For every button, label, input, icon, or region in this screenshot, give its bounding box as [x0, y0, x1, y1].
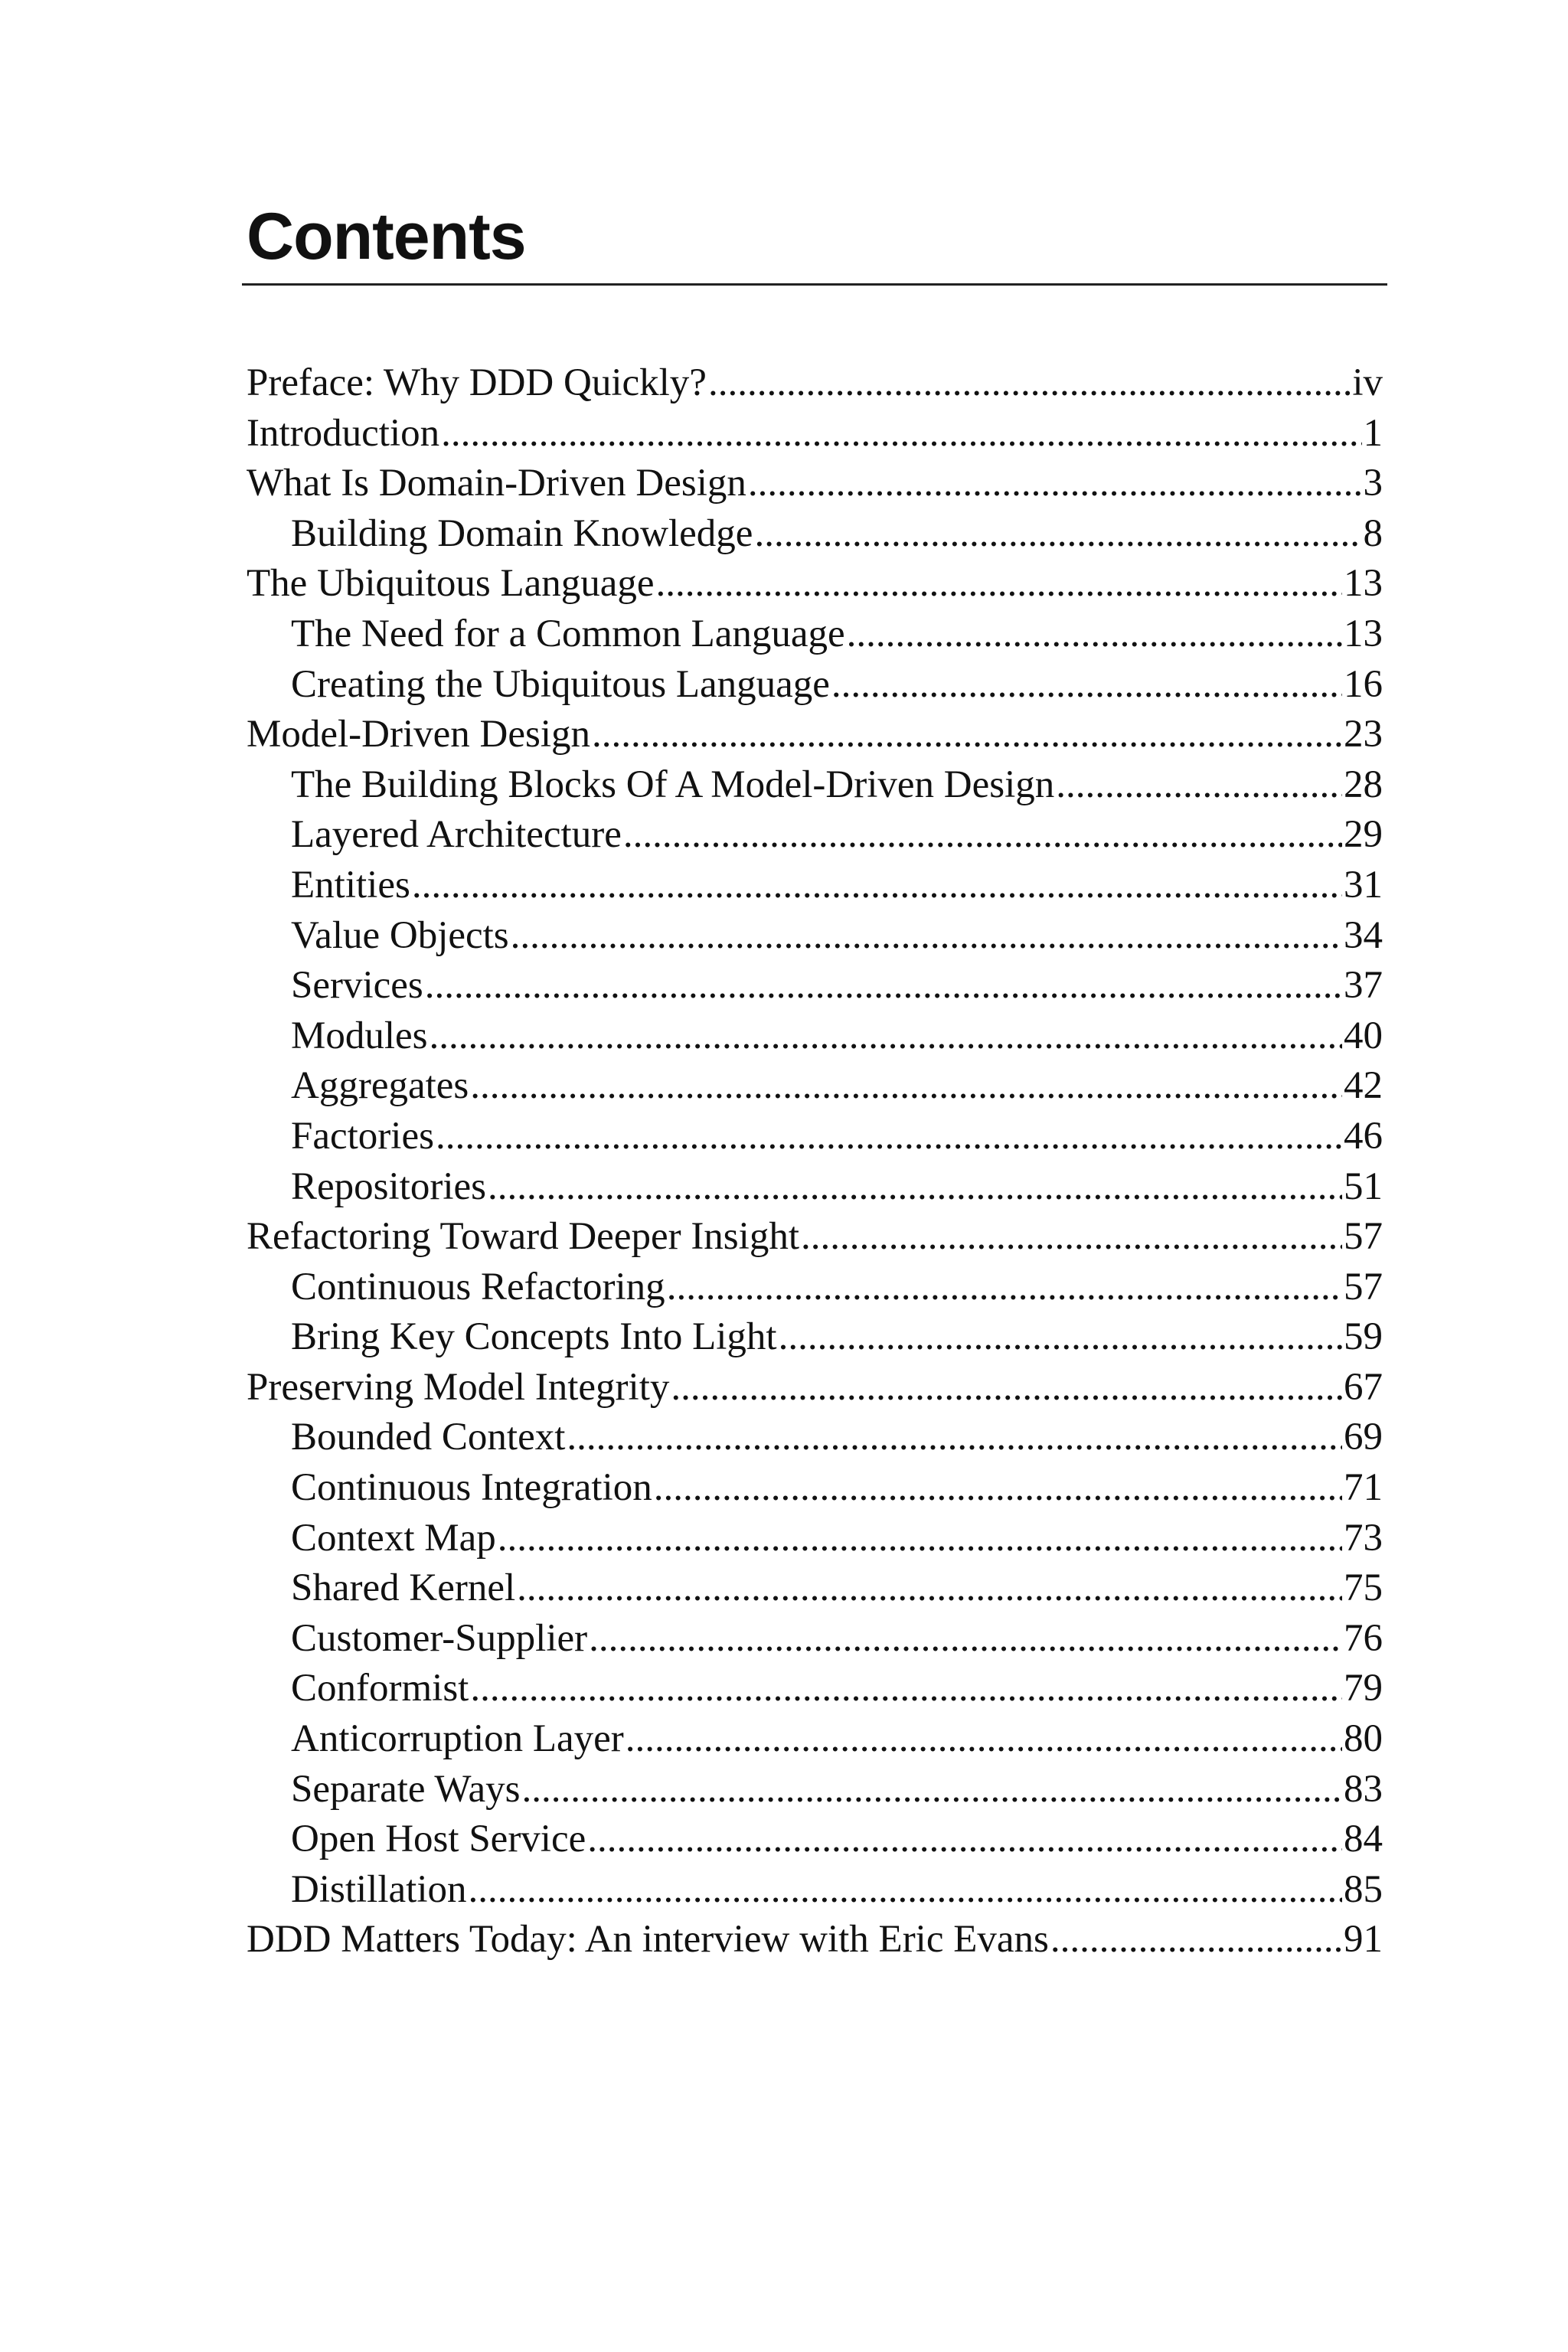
- toc-entry-page: 51: [1344, 1165, 1383, 1208]
- dot-leader: [623, 810, 1342, 861]
- toc-entry-title: The Need for a Common Language: [291, 612, 845, 655]
- dot-leader: [425, 961, 1342, 1011]
- toc-entry-page: 67: [1344, 1365, 1383, 1409]
- dot-leader: [801, 1212, 1342, 1263]
- toc-entry-title: Bounded Context: [291, 1416, 566, 1459]
- dot-leader: [587, 1815, 1342, 1865]
- dot-leader: [779, 1312, 1342, 1363]
- toc-entry[interactable]: [247, 459, 1383, 509]
- toc-entry[interactable]: [247, 1815, 1383, 1865]
- dot-leader: [656, 559, 1342, 609]
- toc-entry-page: 40: [1344, 1014, 1383, 1057]
- toc-entry-title: DDD Matters Today: An interview with Eric Evans: [247, 1918, 1049, 1962]
- toc-entry[interactable]: [247, 1312, 1383, 1363]
- toc-entry-title: Open Host Service: [291, 1818, 586, 1861]
- dot-leader: [748, 459, 1362, 509]
- toc-entry-title: Shared Kernel: [291, 1566, 516, 1610]
- toc-entry-page: 13: [1344, 562, 1383, 606]
- toc-entry[interactable]: [247, 810, 1383, 861]
- toc-entry-page: 42: [1344, 1064, 1383, 1108]
- dot-leader: [1050, 1915, 1342, 1965]
- toc-entry-title: Continuous Refactoring: [291, 1265, 665, 1308]
- dot-leader: [498, 1514, 1342, 1564]
- toc-entry-title: Value Objects: [291, 913, 509, 957]
- toc-entry-page: 3: [1363, 462, 1383, 505]
- toc-entry-title: The Building Blocks Of A Model-Driven Design: [291, 763, 1055, 806]
- toc-entry-title: Customer-Supplier: [291, 1616, 588, 1660]
- toc-entry-page: 83: [1344, 1767, 1383, 1811]
- toc-entry-page: 37: [1344, 964, 1383, 1008]
- toc-entry[interactable]: [247, 710, 1383, 760]
- toc-entry-page: 1: [1363, 411, 1383, 455]
- toc-entry-title: Factories: [291, 1114, 434, 1158]
- dot-leader: [754, 509, 1361, 560]
- toc-entry-title: Conformist: [291, 1667, 469, 1710]
- toc-entry[interactable]: [247, 1162, 1383, 1213]
- toc-entry-page: 57: [1344, 1265, 1383, 1308]
- toc-entry[interactable]: [247, 559, 1383, 609]
- toc-entry[interactable]: [247, 1664, 1383, 1714]
- dot-leader: [847, 609, 1342, 660]
- dot-leader: [470, 1061, 1342, 1112]
- toc-entry-page: 34: [1344, 913, 1383, 957]
- dot-leader: [517, 1563, 1342, 1614]
- toc-entry-title: Distillation: [291, 1867, 467, 1911]
- dot-leader: [441, 409, 1361, 459]
- dot-leader: [831, 660, 1342, 710]
- toc-entry-title: Context Map: [291, 1516, 496, 1560]
- page-title: Contents: [247, 200, 526, 273]
- toc-entry[interactable]: [247, 1112, 1383, 1162]
- toc-entry-page: 71: [1344, 1466, 1383, 1510]
- toc-entry[interactable]: [247, 760, 1383, 811]
- dot-leader: [626, 1714, 1342, 1765]
- toc-entry[interactable]: [247, 409, 1383, 459]
- toc-entry-title: Repositories: [291, 1165, 486, 1208]
- toc-entry[interactable]: [247, 1413, 1383, 1463]
- toc-entry-page: 84: [1344, 1818, 1383, 1861]
- toc-entry-page: 79: [1344, 1667, 1383, 1710]
- toc-entry-page: 29: [1344, 813, 1383, 857]
- toc-entry[interactable]: [247, 1363, 1383, 1413]
- toc-entry[interactable]: [247, 961, 1383, 1011]
- toc-entry-title: Aggregates: [291, 1064, 469, 1108]
- toc-entry[interactable]: [247, 1714, 1383, 1765]
- dot-leader: [567, 1413, 1342, 1463]
- toc-entry[interactable]: [247, 1061, 1383, 1112]
- toc-entry-title: Layered Architecture: [291, 813, 622, 857]
- toc-entry[interactable]: [247, 660, 1383, 710]
- toc-entry-title: Services: [291, 964, 423, 1008]
- toc-entry[interactable]: [247, 1011, 1383, 1062]
- toc-entry-page: 28: [1344, 763, 1383, 806]
- toc-entry-title: Separate Ways: [291, 1767, 521, 1811]
- toc-entry-title: What Is Domain-Driven Design: [247, 462, 746, 505]
- toc-entry-page: 57: [1344, 1215, 1383, 1259]
- toc-entry-title: Preserving Model Integrity: [247, 1365, 670, 1409]
- dot-leader: [430, 1011, 1343, 1062]
- toc-entry[interactable]: [247, 911, 1383, 962]
- toc-entry[interactable]: [247, 609, 1383, 660]
- toc-entry-title: Preface: Why DDD Quickly?: [247, 361, 707, 404]
- toc-entry-page: 13: [1344, 612, 1383, 655]
- toc-entry-title: Bring Key Concepts Into Light: [291, 1315, 777, 1359]
- toc-entry[interactable]: [247, 1463, 1383, 1514]
- dot-leader: [589, 1614, 1342, 1664]
- toc-entry-title: The Ubiquitous Language: [247, 562, 655, 606]
- toc-entry-title: Creating the Ubiquitous Language: [291, 662, 830, 706]
- toc-entry-page: 76: [1344, 1616, 1383, 1660]
- dot-leader: [521, 1765, 1342, 1815]
- toc-entry[interactable]: [247, 1915, 1383, 1965]
- toc-entry-page: 80: [1344, 1717, 1383, 1761]
- toc-entry-title: Introduction: [247, 411, 440, 455]
- toc-entry-page: iv: [1352, 361, 1383, 404]
- dot-leader: [488, 1162, 1342, 1213]
- toc-entry[interactable]: [247, 1514, 1383, 1564]
- toc-entry[interactable]: [247, 1765, 1383, 1815]
- toc-entry-title: Building Domain Knowledge: [291, 511, 753, 555]
- toc-entry-title: Continuous Integration: [291, 1466, 652, 1510]
- dot-leader: [436, 1112, 1342, 1162]
- toc-entry[interactable]: [247, 1865, 1383, 1916]
- toc-entry-page: 59: [1344, 1315, 1383, 1359]
- dot-leader: [671, 1363, 1342, 1413]
- toc-entry-page: 75: [1344, 1566, 1383, 1610]
- toc-entry[interactable]: [247, 861, 1383, 911]
- dot-leader: [654, 1463, 1342, 1514]
- toc-entry-page: 16: [1344, 662, 1383, 706]
- toc-entry-page: 23: [1344, 713, 1383, 756]
- toc-entry-page: 73: [1344, 1516, 1383, 1560]
- dot-leader: [1056, 760, 1342, 811]
- toc-entry-page: 91: [1344, 1918, 1383, 1962]
- toc-entry-page: 46: [1344, 1114, 1383, 1158]
- dot-leader: [667, 1263, 1342, 1313]
- dot-leader: [412, 861, 1342, 911]
- toc-entry[interactable]: [247, 1212, 1383, 1263]
- dot-leader: [469, 1865, 1343, 1916]
- toc-entry-title: Entities: [291, 863, 410, 906]
- toc-entry[interactable]: [247, 509, 1383, 560]
- title-divider: [242, 283, 1387, 286]
- toc-entry[interactable]: [247, 1263, 1383, 1313]
- toc-entry-title: Modules: [291, 1014, 428, 1057]
- toc-entry-page: 8: [1363, 511, 1383, 555]
- toc-entry-title: Model-Driven Design: [247, 713, 590, 756]
- toc-entry-page: 31: [1344, 863, 1383, 906]
- dot-leader: [511, 911, 1342, 962]
- toc-entry-title: Anticorruption Layer: [291, 1717, 624, 1761]
- toc-entry[interactable]: [247, 358, 1383, 409]
- dot-leader: [470, 1664, 1342, 1714]
- toc-entry[interactable]: [247, 1563, 1383, 1614]
- toc-entry-page: 69: [1344, 1416, 1383, 1459]
- dot-leader: [708, 358, 1351, 409]
- toc-entry[interactable]: [247, 1614, 1383, 1664]
- dot-leader: [592, 710, 1342, 760]
- table-of-contents: [247, 358, 1383, 1965]
- toc-entry-title: Refactoring Toward Deeper Insight: [247, 1215, 799, 1259]
- toc-entry-page: 85: [1344, 1867, 1383, 1911]
